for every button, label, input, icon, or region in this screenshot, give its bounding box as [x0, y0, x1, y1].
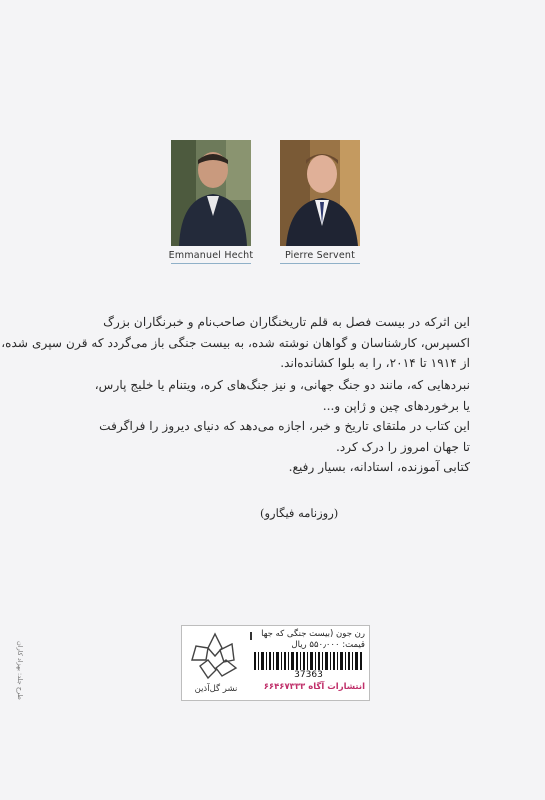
blurb-line: این اثرکه در بیست فصل به قلم تاریخنگاران صاحب‌نام و خبرنگاران بزرگ	[103, 315, 470, 329]
cover-designer-credit: طرح جلد: بهزاد کاران	[16, 641, 24, 700]
blurb-line: یا برخوردهای چین و ژاپن و...	[322, 398, 470, 413]
caption-underline-right	[280, 263, 360, 264]
sticker-price: قیمت: ۵۵۰٫۰۰۰ ریال	[291, 640, 365, 650]
author-photo-emmanuel-hecht	[171, 140, 251, 246]
blurb-line: نبردهایی که، مانند دو جنگ جهانی، و نیز جنگ‌های کره، ویتنام یا خلیج پارس،	[94, 378, 470, 392]
blurb-paragraph-2	[80, 375, 470, 478]
author-photo-pierre-servent	[280, 140, 360, 246]
barcode-number: 37363	[294, 670, 323, 680]
sticker-title: رن جون (بیست جنگی که جها	[261, 629, 365, 639]
publisher-name: نشر گل‌آذین	[194, 684, 238, 694]
sticker-tick-mark	[250, 632, 252, 640]
barcode	[252, 652, 365, 670]
blurb-line: از ۱۹۱۴ تا ۲۰۱۴، را به بلوا کشانده‌اند.	[280, 356, 470, 370]
publisher-logo-icon	[186, 630, 244, 682]
blurb-line: این کتاب در ملتقای تاریخ و خبر، اجازه می‌دهد که دنیای دیروز را فراگرفت	[99, 419, 470, 433]
author-name-right: Pierre Servent	[284, 250, 356, 261]
blurb-line: کتابی آموزنده، استادانه، بسیار رفیع.	[288, 460, 470, 474]
blurb-line: تا جهان امروز را درک کرد.	[335, 439, 470, 454]
author-name-left: Emmanuel Hecht	[168, 250, 254, 261]
blurb-source: (روزنامه فیگارو)	[260, 506, 339, 520]
blurb-paragraph-1	[1, 312, 470, 374]
caption-underline-left	[171, 263, 251, 264]
price-sticker	[181, 625, 370, 701]
publisher-contact: انتشارات آگاه ۶۶۴۶۷۳۳۳	[263, 682, 365, 692]
blurb-line: اکسپرس، کارشناسان و گواهان نوشته شده، به بیست جنگی باز می‌گردد که قرن سپری شده،	[1, 335, 470, 350]
